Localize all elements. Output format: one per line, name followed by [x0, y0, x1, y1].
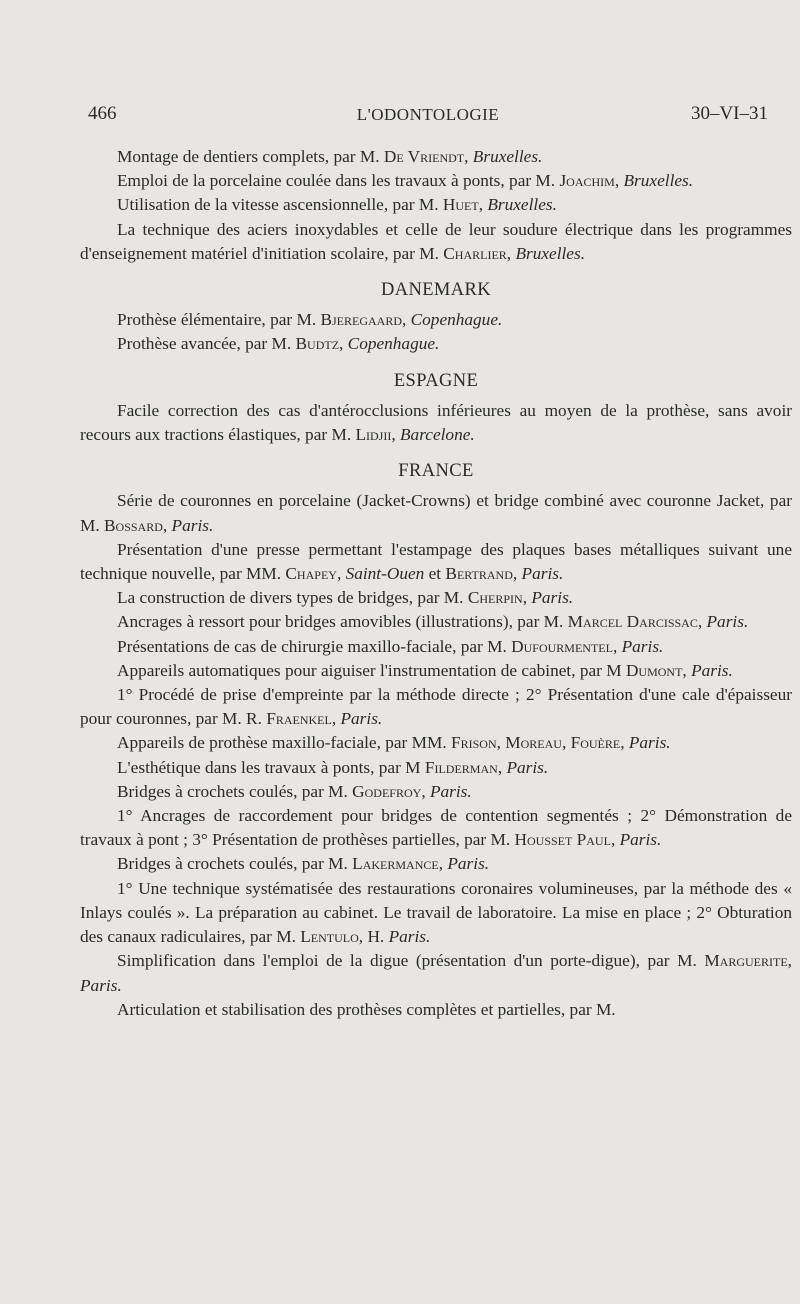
- city-name: Bruxelles.: [623, 171, 694, 191]
- city-name: Paris.: [429, 781, 472, 801]
- author-name: Frison: [451, 733, 497, 753]
- author-name: Fraenkel: [266, 709, 332, 729]
- author-name: Lakermance: [352, 854, 439, 874]
- entry-text: ,: [620, 733, 629, 753]
- entry-text: ,: [496, 733, 506, 753]
- entry-text: ,: [612, 636, 622, 656]
- page-body: [80, 145, 792, 1022]
- entry-paragraph: [80, 308, 792, 332]
- author-name: Godefroy: [352, 781, 422, 801]
- city-name: Paris.: [706, 612, 749, 632]
- city-name: Copenhague.: [347, 334, 440, 354]
- entry-paragraph: [80, 949, 792, 997]
- city-name: Bruxelles.: [515, 243, 586, 263]
- entry-paragraph: [80, 659, 792, 683]
- entry-text: ,: [787, 951, 792, 971]
- author-name: Bossard: [104, 515, 163, 535]
- city-name: Paris.: [521, 564, 564, 584]
- city-name: Bruxelles.: [472, 147, 543, 166]
- entry-text: Simplification dans l'emploi de la digue (présentation d'un porte-digue), par M.: [117, 951, 705, 971]
- entry-text: 1° Procédé de prise d'empreinte par la méthode directe ; 2° Présentation d'une cale d'épaisseur pour couronnes, par M. R.: [80, 685, 792, 729]
- entry-paragraph: [80, 877, 792, 950]
- entry-text: Prothèse avancée, par M.: [117, 334, 296, 354]
- city-name: Paris.: [691, 660, 733, 680]
- entry-text: La technique des aciers inoxydables et celle de leur soudure électrique dans les programmes d'enseignement matériel d'initiation scolaire, par M.: [80, 219, 792, 263]
- entry-text: Articulation et stabilisation des prothèses complètes et partielles, par M.: [117, 999, 616, 1019]
- entry-text: Série de couronnes en porcelaine (Jacket-Crowns) et bridge combiné avec couronne Jacket, par M.: [80, 491, 792, 535]
- entry-paragraph: [80, 489, 792, 537]
- entry-paragraph: [80, 731, 792, 755]
- author-name: Filderman: [424, 757, 498, 777]
- entry-paragraph: [80, 145, 792, 169]
- city-name: Paris.: [447, 854, 490, 874]
- entry-text: ,: [522, 588, 532, 608]
- page-number: 466: [88, 103, 117, 124]
- city-name: Paris.: [506, 757, 549, 777]
- entry-text: ,: [421, 781, 430, 801]
- entry-text: Emploi de la porcelaine coulée dans les travaux à ponts, par M.: [117, 171, 560, 191]
- author-name: Huet: [442, 195, 479, 215]
- entry-paragraph: [80, 756, 792, 780]
- entry-paragraph: [80, 586, 792, 610]
- author-name: Marguerite: [704, 951, 788, 971]
- city-name: Paris.: [619, 830, 662, 850]
- entry-text: Bridges à crochets coulés, par M.: [117, 854, 353, 874]
- entry-paragraph: [80, 683, 792, 731]
- entry-text: ,: [497, 757, 507, 777]
- city-name: Copenhague.: [410, 310, 503, 330]
- entry-text: 1° Une technique systématisée des restaurations coronaires volumineuses, par la méthode des « Inlays coulés ». La préparation au cabinet. Le travail de laboratoire. La mise en place ; 2° Obturation des canaux radiculaires, par M.: [80, 878, 792, 947]
- author-name: Lidjii: [355, 425, 392, 445]
- entry-text: Présentation d'une presse permettant l'estampage des plaques bases métalliques suivant une technique nouvelle, par MM.: [80, 539, 792, 584]
- city-name: Paris.: [388, 927, 431, 947]
- entry-text: Présentations de cas de chirurgie maxillo-faciale, par M.: [117, 636, 512, 656]
- city-name: Saint-Ouen: [345, 564, 425, 584]
- city-name: Paris.: [628, 733, 671, 753]
- entry-text: et: [424, 564, 446, 584]
- entry-paragraph: [80, 852, 792, 876]
- author-name: Charlier: [443, 243, 507, 263]
- author-name: Moreau: [505, 733, 562, 753]
- entry-text: ,: [512, 564, 522, 584]
- page-header: [88, 103, 768, 133]
- section-heading: DANEMARK: [380, 280, 492, 301]
- author-name: Budtz: [295, 334, 340, 354]
- entry-paragraph: [80, 169, 792, 193]
- entry-text: Appareils automatiques pour aiguiser l'instrumentation de cabinet, par M: [117, 660, 626, 680]
- entry-text: ,: [464, 147, 473, 166]
- author-name: Chapey: [285, 564, 337, 584]
- entry-paragraph: [80, 218, 792, 266]
- entry-text: Montage de dentiers complets, par M.: [117, 147, 384, 166]
- section-heading: FRANCE: [398, 461, 474, 482]
- author-name: Dufourmentel: [511, 636, 613, 656]
- entry-paragraph: [80, 610, 792, 634]
- author-name: Housset Paul: [514, 830, 611, 850]
- entry-text: 1° Ancrages de raccordement pour bridges de contention segmentés ; 2° Démonstration de travaux à pont ; 3° Présentation de prothèses partielles, par M.: [80, 806, 792, 850]
- entry-text: ,: [438, 854, 448, 874]
- entry-text: La construction de divers types de bridges, par M.: [117, 588, 468, 608]
- city-name: Paris.: [531, 588, 574, 608]
- entry-text: ,: [478, 195, 488, 215]
- entry-text: Bridges à crochets coulés, par M.: [117, 781, 353, 801]
- entry-text: ,: [506, 243, 516, 263]
- author-name: Fouère: [570, 733, 621, 753]
- entry-text: , H.: [358, 927, 389, 947]
- entry-text: ,: [697, 612, 707, 632]
- entry-paragraph: [80, 998, 792, 1022]
- entry-text: ,: [339, 334, 348, 354]
- city-name: Bruxelles.: [487, 195, 557, 215]
- entry-text: ,: [682, 660, 692, 680]
- city-name: Paris.: [80, 975, 122, 995]
- entry-paragraph: [80, 538, 792, 586]
- author-name: Dumont: [625, 660, 683, 680]
- entry-paragraph: [80, 193, 792, 217]
- author-name: Joachim: [559, 171, 615, 191]
- author-name: Cherpin: [467, 588, 523, 608]
- issue-date: 30–VI–31: [690, 103, 768, 124]
- city-name: Paris.: [621, 636, 664, 656]
- entry-paragraph: [80, 780, 792, 804]
- author-name: Bjeregaard: [320, 310, 402, 330]
- entry-paragraph: [80, 635, 792, 659]
- city-name: Paris.: [171, 515, 214, 535]
- entry-paragraph: [80, 804, 792, 852]
- entry-paragraph: [80, 332, 792, 356]
- section-heading: ESPAGNE: [393, 370, 479, 391]
- entry-text: ,: [614, 171, 624, 191]
- city-name: Barcelone.: [400, 425, 475, 445]
- entry-text: Ancrages à ressort pour bridges amovibles (illustrations), par M.: [117, 612, 568, 632]
- entry-text: ,: [162, 515, 172, 535]
- entry-text: ,: [391, 425, 400, 445]
- entry-text: Appareils de prothèse maxillo-faciale, par MM.: [117, 733, 451, 753]
- running-title: L'ODONTOLOGIE: [356, 105, 500, 124]
- entry-text: ,: [336, 564, 346, 584]
- entry-paragraph: [80, 399, 792, 447]
- entry-text: ,: [561, 733, 571, 753]
- city-name: Paris.: [340, 709, 383, 729]
- author-name: Marcel Darcissac: [567, 612, 698, 632]
- author-name: Bertrand: [445, 564, 513, 584]
- entry-text: ,: [610, 830, 620, 850]
- entry-text: ,: [402, 310, 411, 330]
- entry-text: Facile correction des cas d'antérocclusions inférieures au moyen de la prothèse, sans avoir recours aux tractions élastiques, par M.: [80, 400, 792, 445]
- entry-text: ,: [331, 709, 341, 729]
- entry-text: Utilisation de la vitesse ascensionnelle, par M.: [117, 195, 443, 215]
- author-name: De Vriendt: [383, 147, 465, 166]
- entry-text: L'esthétique dans les travaux à ponts, par M: [117, 757, 425, 777]
- author-name: Lentulo: [300, 927, 359, 947]
- entry-text: Prothèse élémentaire, par M.: [117, 310, 321, 330]
